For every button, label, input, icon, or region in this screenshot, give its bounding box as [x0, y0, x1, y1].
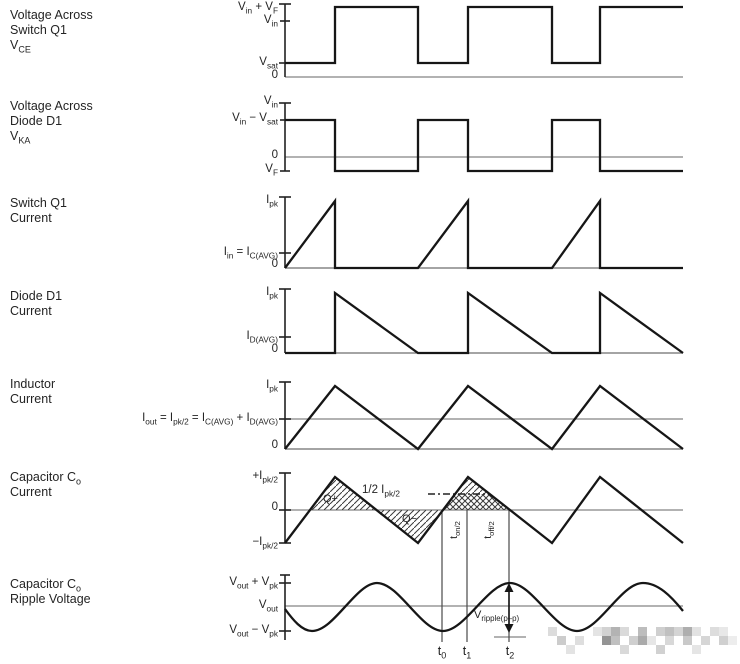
inductor-current-waveform: [285, 386, 683, 449]
iq1-level-zero: 0: [271, 258, 278, 270]
t0-label: $t_0$: [437, 644, 447, 661]
row-label-inductor-current: Inductor Current: [10, 377, 56, 406]
id1-level-zero: 0: [271, 343, 278, 355]
vka-level-zero: 0: [271, 149, 278, 161]
ripple-voltage-waveform: [285, 583, 683, 631]
q-plus-label: Q+: [323, 493, 338, 505]
vce-level-zero: 0: [271, 69, 278, 81]
vripple-arrow: [505, 583, 514, 633]
vce-level-vin-vf: $V_{in} + V_F$: [238, 1, 278, 16]
vripple-arrowhead-down: [505, 624, 514, 633]
il-level-iout: $I_{out} = I_{pk/2} = I_{C(AVG)} + I_{D(AVG)}$: [142, 412, 278, 427]
il-level-zero: 0: [271, 439, 278, 451]
row-label-switch-current: Switch Q1 Current: [10, 196, 67, 225]
diode-current-waveform: [285, 293, 683, 353]
vco-level-vout: $V_{out}$: [258, 599, 278, 614]
il-level-ipk: $I_{pk}$: [266, 379, 278, 394]
row-label-capacitor-current: Capacitor $C_o$ Current: [10, 470, 82, 499]
vce-level-vsat: $V_{sat}$: [259, 56, 278, 71]
vce-level-vin: $V_{in}$: [263, 14, 278, 29]
row-label-diode-current: Diode D1 Current: [10, 289, 63, 318]
row-label-vka: Voltage Across Diode D1 $V_{KA}$: [10, 99, 93, 146]
switch-current-waveform: [285, 201, 683, 268]
ico-level-neg-ipk2: $-I_{pk/2}$: [252, 536, 278, 551]
vco-level-vout-plus: $V_{out} + V_{pk}$: [229, 576, 278, 591]
t2-label: $t_2$: [505, 644, 515, 661]
vco-level-vout-minus: $V_{out} - V_{pk}$: [229, 624, 278, 639]
id1-level-idavg: $I_{D(AVG)}$: [246, 330, 278, 345]
iq1-level-iin: $I_{in} = I_{C(AVG)}$: [223, 246, 278, 261]
row-label-vce: Voltage Across Switch Q1 $V_{CE}$: [10, 8, 93, 55]
pixelated-watermark: [548, 627, 557, 636]
q-minus-label: Q−: [402, 513, 417, 525]
vce-waveform: [285, 7, 683, 63]
ton-half-label: $t_{on/2}$: [448, 521, 463, 539]
reference-lines: [285, 77, 683, 637]
iq1-level-ipk: $I_{pk}$: [266, 194, 278, 209]
vka-level-vin-vsat: $V_{in} - V_{sat}$: [232, 112, 278, 127]
toff-half-label: $t_{off/2}$: [482, 521, 497, 539]
id1-level-ipk: $I_{pk}$: [266, 286, 278, 301]
vka-level-vin: $V_{in}$: [263, 95, 278, 110]
ico-level-pos-ipk2: $+I_{pk/2}$: [252, 470, 278, 485]
axes: [279, 4, 291, 640]
half-ipk-label: 1/2 $I_{pk/2}$: [362, 484, 401, 499]
vka-level-vf: $V_F$: [265, 163, 278, 178]
current-zero-lines: [285, 268, 683, 449]
ico-level-zero: 0: [271, 501, 278, 513]
vka-waveform: [285, 120, 683, 171]
t1-label: $t_1$: [462, 644, 472, 661]
row-label-ripple-voltage: Capacitor $C_o$ Ripple Voltage: [10, 577, 91, 606]
vripple-label: $V_{ripple(p-p)}$: [474, 609, 520, 624]
